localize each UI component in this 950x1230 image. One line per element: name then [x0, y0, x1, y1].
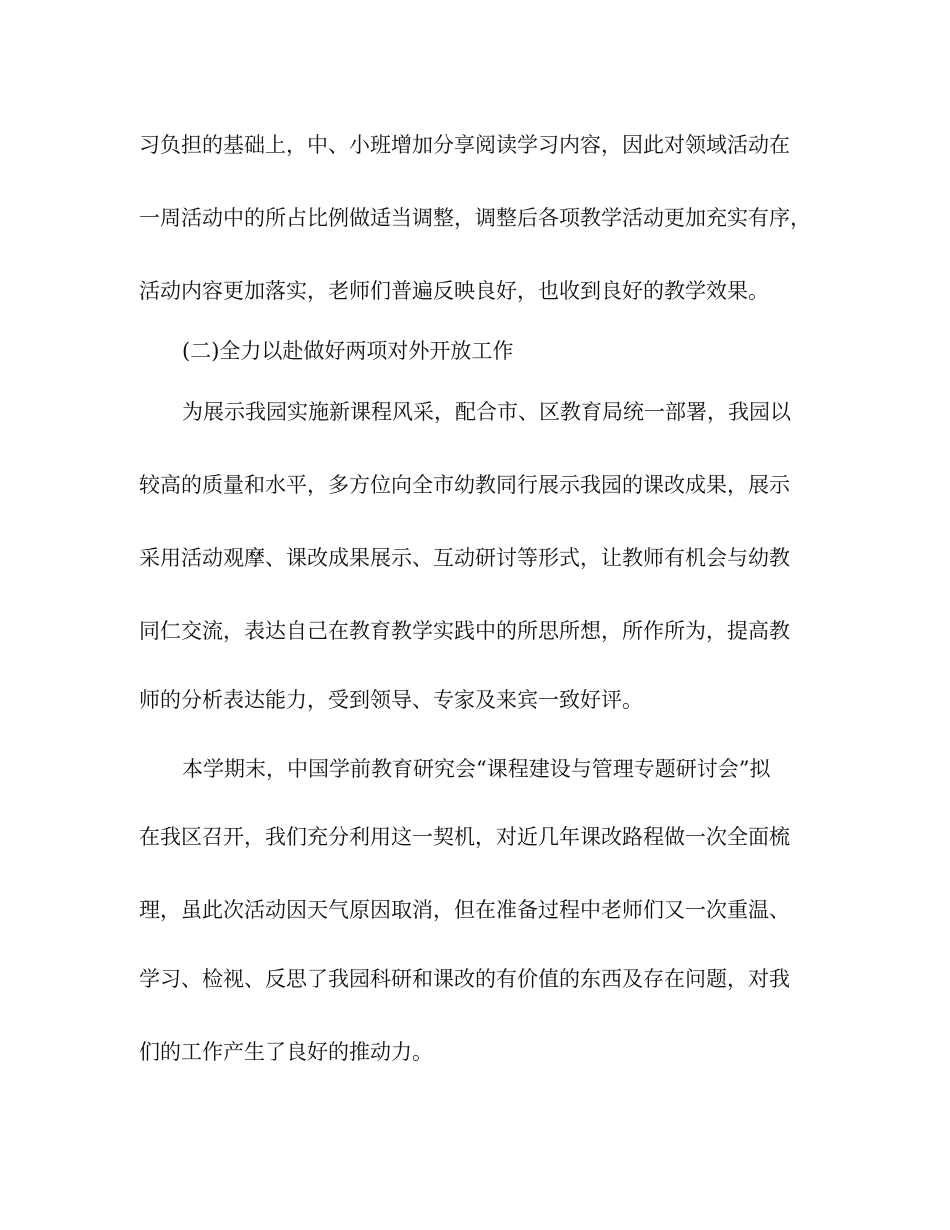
paragraph-2-line-5: 师的分析表达能力，受到领导、专家及来宾一致好评。 [139, 688, 643, 712]
paragraph-1-line-3: 活动内容更加落实，老师们普遍反映良好，也收到良好的教学效果。 [139, 279, 769, 303]
paragraph-1-line-2: 一周活动中的所占比例做适当调整，调整后各项教学活动更加充实有序， [139, 206, 811, 230]
paragraph-2-line-1: 为展示我园实施新课程风采，配合市、区教育局统一部署，我园以 [182, 400, 791, 424]
paragraph-2-line-3: 采用活动观摩、课改成果展示、互动研讨等形式，让教师有机会与幼教 [139, 546, 790, 570]
paragraph-2-line-4: 同仁交流，表达自己在教育教学实践中的所思所想，所作所为，提高教 [139, 619, 790, 643]
paragraph-3-line-2: 在我区召开，我们充分利用这一契机，对近几年课改路程做一次全面梳 [139, 825, 790, 849]
paragraph-3-line-3: 理，虽此次活动因天气原因取消，但在准备过程中老师们又一次重温、 [139, 898, 790, 922]
paragraph-3-line-1: 本学期末，中国学前教育研究会“课程建设与管理专题研讨会”拟 [182, 757, 771, 781]
paragraph-1-line-1: 习负担的基础上，中、小班增加分享阅读学习内容，因此对领域活动在 [139, 133, 790, 157]
paragraph-2-line-2: 较高的质量和水平，多方位向全市幼教同行展示我园的课改成果，展示 [139, 473, 790, 497]
paragraph-3-line-5: 们的工作产生了良好的推动力。 [139, 1040, 433, 1064]
section-heading: (二)全力以赴做好两项对外开放工作 [182, 339, 514, 363]
paragraph-3-line-4: 学习、检视、反思了我园科研和课改的有价值的东西及存在问题，对我 [139, 967, 790, 991]
